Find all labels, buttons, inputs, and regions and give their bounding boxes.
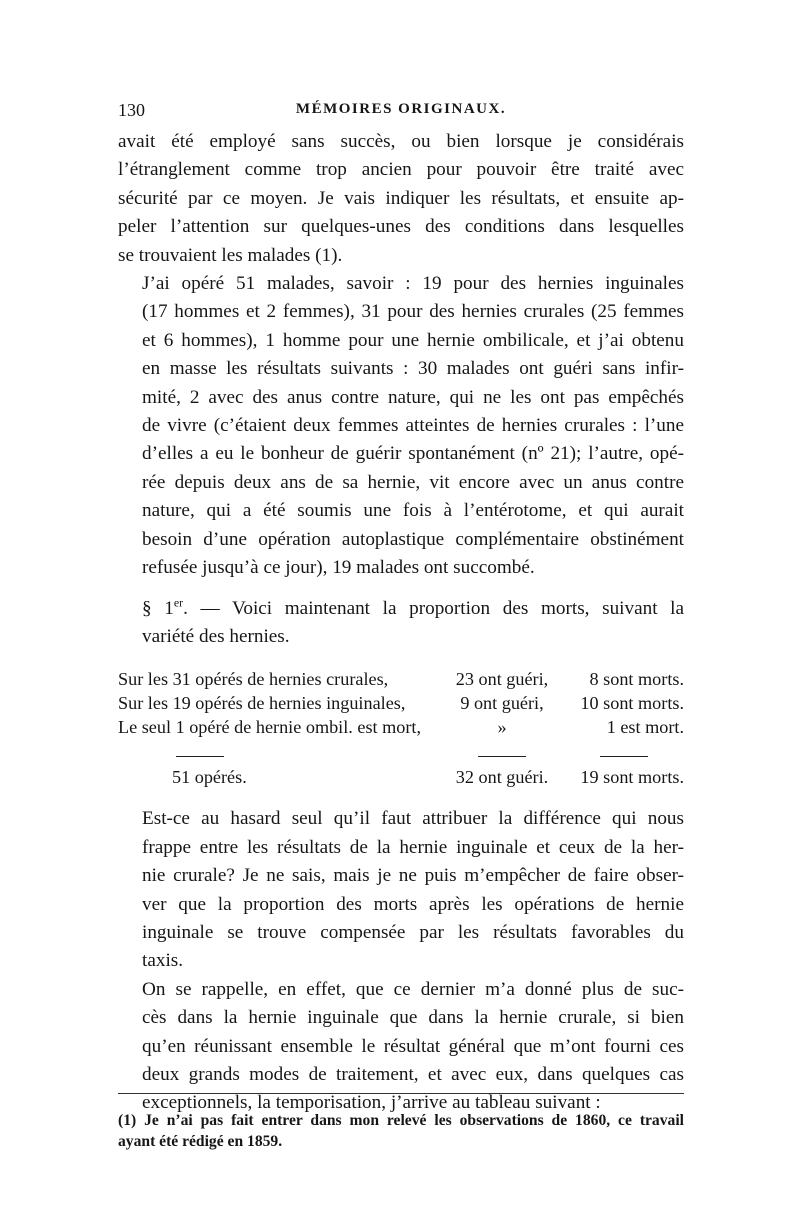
text-line: taxis.: [142, 950, 184, 972]
table-row: [118, 667, 684, 691]
text-line: variété des hernies.: [142, 625, 290, 647]
text-line: frappe entre les résultats de la hernie inguinale et ceux de la her-: [142, 836, 684, 858]
section-line-rest: . — Voici maintenant la proportion des morts, suivant la: [183, 597, 685, 619]
text-line: et 6 hommes), 1 homme pour une hernie ombilicale, et j’ai obtenu: [142, 329, 684, 351]
sum-rule: [566, 739, 684, 763]
total-deaths: 19 sont morts.: [580, 767, 684, 788]
row-label: Le seul 1 opéré de hernie ombil. est mort,: [118, 717, 422, 738]
table-row: [118, 715, 684, 739]
text-line: refusée jusqu’à ce jour), 19 malades ont succombé.: [142, 557, 535, 579]
text-line: en masse les résultats suivants : 30 malades ont guéri sans infir-: [142, 358, 684, 380]
text-line: mité, 2 avec des anus contre nature, qui ne les ont pas empêchés: [142, 386, 684, 408]
table-row: [118, 691, 684, 715]
text-line: avait été employé sans succès, ou bien lorsque je considérais: [118, 131, 684, 152]
text-line: exceptionnels, la temporisation, j’arrive au tableau suivant :: [142, 1092, 601, 1114]
body-text: [118, 128, 684, 1118]
text-line: rée depuis deux ans de sa hernie, vit encore avec un anus contre: [142, 471, 684, 493]
paragraph-continuation: [118, 128, 684, 270]
deaths-cell: 10 sont morts.: [580, 693, 684, 714]
cured-cell: 23 ont guéri,: [455, 669, 549, 690]
total-operated: 51 opérés.: [172, 767, 247, 788]
text-line: l’étranglement comme trop ancien pour pouvoir être traité avec: [118, 159, 684, 181]
text-line: d’elles a eu le bonheur de guérir spontanément (nº 21); l’autre, opé-: [142, 443, 684, 465]
text-line: peler l’attention sur quelques-unes des conditions dans lesquelles: [118, 216, 684, 238]
text-line: se trouvaient les malades (1).: [118, 244, 343, 266]
sum-rule-row: [118, 739, 684, 763]
text-line: ver que la proportion des morts après les opérations de hernie: [142, 893, 684, 915]
cured-cell: »: [497, 717, 507, 738]
text-line: nie crurale? Je ne sais, mais je ne puis m’empêcher de faire obser-: [142, 865, 684, 887]
text-line: sécurité par ce moyen. Je vais indiquer les résultats, et ensuite ap-: [118, 187, 684, 209]
sum-rule: [118, 739, 438, 763]
text-line: de vivre (c’étaient deux femmes atteintes de hernies crurales : l’une: [142, 415, 684, 437]
running-title: MÉMOIRES ORIGINAUX.: [295, 101, 507, 117]
statistics-table: [118, 667, 684, 789]
text-line: nature, qui a été soumis une fois à l’entérotome, et qui aurait: [142, 500, 684, 522]
running-header: [118, 100, 684, 126]
footnote-line: (1) Je n’ai pas fait entrer dans mon relevé les observations de 1860, ce travail: [118, 1112, 684, 1129]
text-line: besoin d’une opération autoplastique complémentaire obstinément: [142, 528, 684, 550]
text-line: Est-ce au hasard seul qu’il faut attribuer la différence qui nous: [142, 808, 684, 830]
sum-rule: [438, 739, 566, 763]
footnote-divider: [118, 1093, 684, 1094]
text-line: [118, 595, 684, 623]
cured-cell: 9 ont guéri,: [460, 693, 544, 714]
paragraph-discussion: [118, 805, 684, 975]
footnote: [118, 1110, 684, 1152]
text-line: inguinale se trouve compensée par les résultats favorables du: [142, 921, 684, 943]
table-total-row: [118, 763, 684, 789]
text-line: (17 hommes et 2 femmes), 31 pour des hernies crurales (25 femmes: [142, 301, 684, 323]
row-label: Sur les 19 opérés de hernies inguinales,: [118, 693, 406, 714]
paragraph-results: [118, 270, 684, 582]
section-paragraph: [118, 595, 684, 652]
text-line: deux grands modes de traitement, et avec eux, dans quelques cas: [142, 1063, 684, 1085]
deaths-cell: 8 sont morts.: [589, 669, 684, 690]
footnote-line: ayant été rédigé en 1859.: [118, 1133, 283, 1150]
section-mark: § 1: [142, 597, 174, 619]
row-label: Sur les 31 opérés de hernies crurales,: [118, 669, 389, 690]
total-cured: 32 ont guéri.: [455, 767, 549, 788]
text-line: On se rappelle, en effet, que ce dernier m’a donné plus de suc-: [142, 978, 684, 1000]
text-line: J’ai opéré 51 malades, savoir : 19 pour des hernies inguinales: [142, 273, 684, 295]
page-number: 130: [118, 100, 145, 120]
text-line: cès dans la hernie inguinale que dans la hernie crurale, si bien: [142, 1007, 684, 1029]
deaths-cell: 1 est mort.: [606, 717, 684, 738]
paragraph-conclusion: [118, 976, 684, 1118]
text-line: qu’en réunissant ensemble le résultat général que m’ont fourni ces: [142, 1035, 684, 1057]
section-superscript: er: [173, 595, 184, 610]
